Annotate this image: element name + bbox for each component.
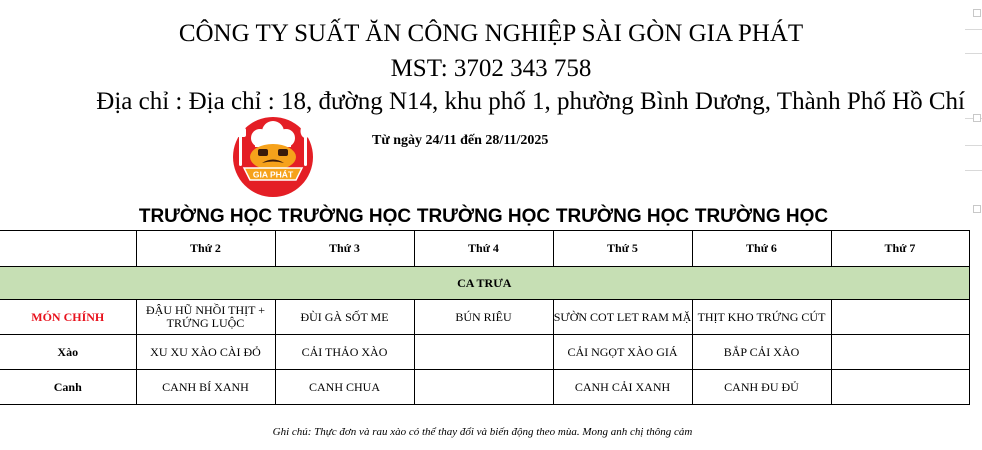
dish-cell: ĐẬU HŨ NHỒI THỊT + TRỨNG LUỘC [136,300,275,335]
row-label-main: MÓN CHÍNH [0,300,136,335]
section-row [0,267,969,300]
sheet-marker-icon [973,114,981,122]
dish-cell [831,370,969,405]
section-ca-trua: CA TRƯA [0,267,969,300]
school-heading-wed: TRƯỜNG HỌC [416,206,551,227]
dish-cell: CẢI THẢO XÀO [275,335,414,370]
company-name: CÔNG TY SUẤT ĂN CÔNG NGHIỆP SÀI GÒN GIA PHÁT [178,20,804,47]
dish-cell: CANH BÍ XANH [136,370,275,405]
dish-cell: CANH ĐU ĐỦ [692,370,831,405]
dish-cell [414,370,553,405]
dish-cell: ĐÙI GÀ SỐT ME [275,300,414,335]
dish-cell [414,335,553,370]
logo-text: GIA PHÁT [252,169,294,180]
dish-cell: BẮP CẢI XÀO [692,335,831,370]
tax-code: MST: 3702 343 758 [390,55,592,82]
day-thu: Thứ 5 [553,231,692,267]
day-header-row [0,231,969,267]
menu-table [0,230,970,405]
sheet-gridline [965,145,982,146]
row-label-xao: Xào [0,335,136,370]
school-heading-mon: TRƯỜNG HỌC [138,206,273,227]
row-label-canh: Canh [0,370,136,405]
sheet-gridline [965,53,982,54]
company-address: Địa chỉ : Địa chỉ : 18, đường N14, khu phố 1, phường Bình Dương, Thành Phố Hồ Chí [96,88,965,115]
day-mon: Thứ 2 [136,231,275,267]
day-wed: Thứ 4 [414,231,553,267]
date-range: Từ ngày 24/11 đến 28/11/2025 [372,133,549,148]
gia-phat-logo [222,116,324,198]
day-fri: Thứ 6 [692,231,831,267]
day-sat: Thứ 7 [831,231,969,267]
school-heading-fri: TRƯỜNG HỌC [694,206,829,227]
table-row [0,300,969,335]
sheet-marker-icon [973,9,981,17]
dish-cell [831,335,969,370]
dish-cell: CẢI NGỌT XÀO GIÁ [553,335,692,370]
dish-cell: THỊT KHO TRỨNG CÚT [692,300,831,335]
dish-cell: CANH CHUA [275,370,414,405]
dish-cell: SƯỜN COT LET RAM MẶ [553,300,692,335]
sheet-gridline [965,29,982,30]
sheet-marker-icon [973,205,981,213]
school-heading-tue: TRƯỜNG HỌC [277,206,412,227]
dish-cell: BÚN RIÊU [414,300,553,335]
corner-cell [0,231,136,267]
dish-cell [831,300,969,335]
footnote: Ghi chú: Thực đơn và rau xào có thể thay đổi và biến động theo mùa. Mong anh chị thông cảm [272,426,693,438]
day-tue: Thứ 3 [275,231,414,267]
table-row [0,335,969,370]
school-heading-thu: TRƯỜNG HỌC [555,206,690,227]
table-row [0,370,969,405]
dish-cell: XU XU XÀO CÀI ĐỎ [136,335,275,370]
dish-cell: CANH CẢI XANH [553,370,692,405]
sheet-gridline [965,170,982,171]
